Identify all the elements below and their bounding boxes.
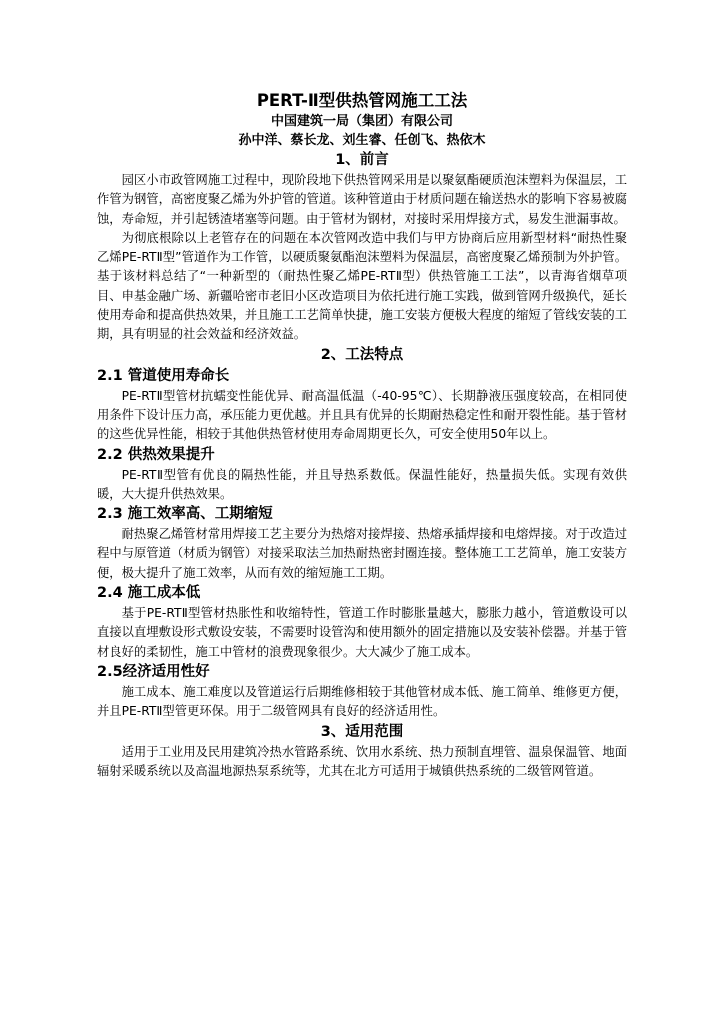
scope-paragraph: 适用于工业用及民用建筑冷热水管路系统、饮用水系统、热力预制直埋管、温泉保温管、地面辐射采暖系统以及高温地源热泵系统等，尤其在北方可适用于城镇供热系统的二级管网管道。	[97, 744, 627, 778]
section-heading-features: 2、工法特点	[320, 346, 404, 363]
subsection-heading-2-4: 2.4 施工成本低	[97, 585, 201, 602]
paragraph-2-4: 基于PE-RTⅡ型管材热胀性和收缩特性，管道工作时膨胀量越大，膨胀力越小，管道敷设可以直接以直埋敷设形式敷设安装，不需要时设管沟和使用额外的固定措施以及安装补偿器。并基于管材良好的柔韧性，施工中管材的浪费现象很少。大大减少了施工成本。	[97, 606, 627, 659]
document-title: PERT-Ⅱ型供热管网施工工法	[256, 91, 468, 110]
paragraph-2-2: PE-RTⅡ型管有优良的隔热性能，并且导热系数低。保温性能好，热量损失低。实现有效供暖，大大提升供热效果。	[97, 467, 627, 501]
subsection-heading-2-1: 2.1 管道使用寿命长	[97, 367, 230, 384]
section-heading-preface: 1、前言	[335, 152, 389, 168]
preface-paragraph-1: 园区小市政管网施工过程中，现阶段地下供热管网采用是以聚氨酯硬质泡沫塑料为保温层，工作管为钢管，高密度聚乙烯为外护管的管道。该种管道由于材质问题在输送热水的影响下容易被腐蚀，寿命短，并引起锈渣堵塞等问题。由于管材为钢材，对接时采用焊接方式，易发生泄漏事故。	[97, 173, 627, 226]
authors: 孙中洋、蔡长龙、刘生睿、任创飞、热依木	[238, 133, 486, 148]
paragraph-2-5: 施工成本、施工难度以及管道运行后期维修相较于其他管材成本低、施工简单、维修更方便，并且PE-RTⅡ型管更环保。用于二级管网具有良好的经济适用性。	[97, 684, 627, 719]
subsection-heading-2-3: 2.3 施工效率高、工期缩短	[97, 506, 273, 523]
subsection-heading-2-2: 2.2 供热效果提升	[97, 446, 215, 463]
document-page	[97, 90, 627, 781]
subsection-heading-2-5: 2.5经济适用性好	[97, 663, 210, 680]
preface-paragraph-2: 为彻底根除以上老管存在的问题在本次管网改造中我们与甲方协商后应用新型材料“耐热性聚乙烯PE-RTⅡ型”管道作为工作管，以硬质聚氨酯泡沫塑料为保温层，高密度聚乙烯预制为外护管。基于该材料总结了“一种新型的（耐热性聚乙烯PE-RTⅡ型）供热管施工工法”，以青海省烟草项目、申基金融广场、新疆哈密市老旧小区改造项目为依托进行施工实践，做到管网升级换代，延长使用寿命和提高供热效果，并且施工工艺简单快捷，施工安装方便极大程度的缩短了管线安装的工期，具有明显的社会效益和经济效益。	[97, 230, 627, 342]
paragraph-2-3: 耐热聚乙烯管材常用焊接工艺主要分为热熔对接焊接、热熔承插焊接和电熔焊接。对于改造过程中与原管道（材质为钢管）对接采取法兰加热耐热密封圈连接。整体施工工艺简单，施工安装方便，极大提升了施工效率，从而有效的缩短施工工期。	[97, 527, 627, 580]
section-heading-scope: 3、适用范围	[320, 723, 404, 740]
paragraph-2-1: PE-RTⅡ型管材抗蠕变性能优异、耐高温低温（-40-95℃）、长期静液压强度较高，在相同使用条件下设计压力高，承压能力更优越。并且具有优异的长期耐热稳定性和耐开裂性能。基于管材的这些优异性能，相较于其他供热管材使用寿命周期更长久，可安全使用50年以上。	[97, 388, 627, 442]
organization: 中国建筑一局（集团）有限公司	[270, 114, 453, 129]
